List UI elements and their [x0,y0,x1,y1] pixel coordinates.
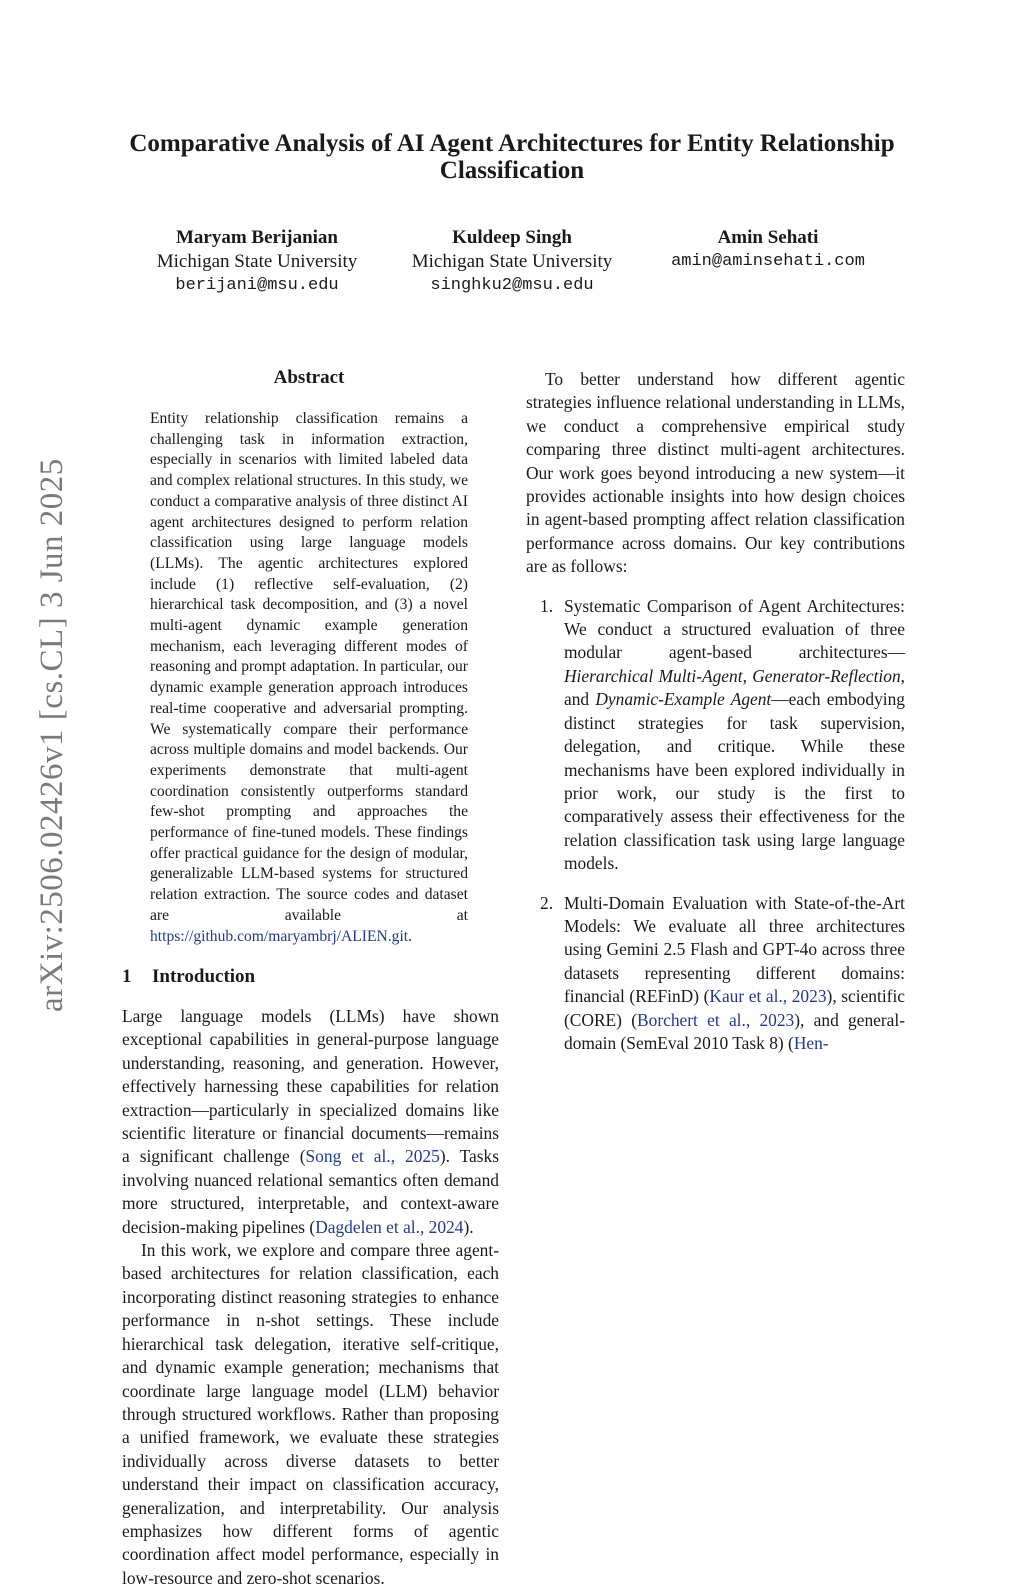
citation-kaur[interactable]: Kaur et al., 2023 [709,986,827,1007]
abstract-body [150,409,468,947]
citation-song[interactable]: Song et al., 2025 [305,1146,440,1167]
author-name: Amin Sehati [717,227,819,248]
section-title: Introduction [152,966,256,987]
author-email: berijani@msu.edu [175,276,339,295]
abstract-period: . [408,927,413,945]
item-text: ), scientific (CORE) ( [564,986,906,1030]
item-number: 2. [540,892,554,913]
section-number: 1 [122,966,132,987]
arxiv-identifier: arXiv:2506.02426v1 [cs.CL] 3 Jun 2025 [34,458,70,1012]
author-affiliation: Michigan State University [156,251,358,272]
left-column [122,1005,499,1590]
architecture-name: Generator-Reflection [752,665,901,686]
item-text: , [742,665,753,686]
author-2 [382,226,642,298]
author-email: singhku2@msu.edu [430,276,594,295]
citation-dagdelen[interactable]: Dagdelen et al., 2024 [315,1216,464,1237]
paper-title: Comparative Analysis of AI Agent Architectures for Entity Relationship Classification [129,130,895,184]
author-1 [127,226,387,298]
code-link[interactable]: https://github.com/maryambrj/ALIEN.git [150,927,409,945]
intro-text: ). [463,1216,474,1237]
author-email: amin@aminsehati.com [671,252,865,271]
item-text: Multi-Domain Evaluation with State-of-the-Art Models: We evaluate all three architectures using Gemini 2.5 Flash and GPT-4o across three datasets representing different domains: financial (REFinD) ( [564,892,905,1007]
item-text: ), and general-domain (SemEval 2010 Task 8) ( [564,1009,906,1053]
item-text: Systematic Comparison of Agent Architectures: We conduct a structured evaluation of three modular agent-based architectures— [564,595,905,663]
architecture-name: Dynamic-Example Agent [595,689,772,710]
contribution-list [526,595,905,1056]
author-name: Maryam Berijanian [175,227,338,248]
author-affiliation: Michigan State University [411,251,613,272]
citation-borchert[interactable]: Borchert et al., 2023 [637,1009,795,1030]
item-text: , and [564,665,905,710]
intro-paragraph-1 [122,1005,499,1239]
author-3 [638,226,898,274]
section-heading [122,966,255,988]
intro-paragraph-2: In this work, we explore and compare three agent-based architectures for relation classification, each incorporating distinct reasoning strategies to enhance performance in n-shot settings. These include hierarchical task delegation, iterative self-critique, and dynamic example generation; mechanisms that coordinate large language model (LLM) behavior through structured workflows. Rather than proposing a unified framework, we evaluate these strategies individually across diverse datasets to better understand their impact on classification accuracy, generalization, and interpretability. Our analysis emphasizes how different forms of agentic coordination affect model performance, especially in low-resource and zero-shot scenarios. [122,1240,499,1588]
abstract-heading: Abstract [273,367,345,388]
right-column [526,368,905,1073]
item-number: 1. [540,595,554,616]
author-name: Kuldeep Singh [452,227,572,248]
intro-text: Large language models (LLMs) have shown exceptional capabilities in general-purpose language understanding, reasoning, and generation. However, effectively harnessing these capabilities for relation extraction—particularly in specialized domains like scientific literature or financial documents—remains a significant challenge ( [122,1006,499,1167]
abstract-text: Entity relationship classification remains a challenging task in information extraction, especially in scenarios with limited labeled data and complex relational structures. In this study, we conduct a comparative analysis of three distinct AI agent architectures designed to perform relation classification using large language models (LLMs). The agentic architectures explored include (1) reflective self-evaluation, (2) hierarchical task decomposition, and (3) a novel multi-agent dynamic example generation mechanism, each leveraging different modes of reasoning and prompt adaptation. In particular, our dynamic example generation approach introduces real-time cooperative and adversarial prompting. We systematically compare their performance across multiple domains and model backends. Our experiments demonstrate that multi-agent coordination consistently outperforms standard few-shot prompting and approaches the performance of fine-tuned models. These findings offer practical guidance for the design of modular, generalizable LLM-based systems for structured relation extraction. The source codes and dataset are available at [150,410,468,924]
intro-paragraph-3: To better understand how different agentic strategies influence relational understanding in LLMs, we conduct a comprehensive empirical study comparing three distinct multi-agent architectures. Our work goes beyond introducing a new system—it provides actionable insights into how design choices in agent-based prompting affect relation classification performance across domains. Our key contributions are as follows: [526,369,905,577]
contribution-item [526,595,905,876]
intro-text: ). Tasks involving nuanced relational semantics often demand more structured, interpretable, and context-aware decision-making pipelines ( [122,1146,499,1237]
contribution-item [526,892,905,1056]
citation-hendrickx[interactable]: Hen- [793,1032,829,1053]
item-text: —each embodying distinct strategies for task supervision, delegation, and critique. While these mechanisms have been explored individually in prior work, our study is the first to comparatively assess their effectiveness for the relation classification task using large language models. [564,689,905,874]
architecture-name: Hierarchical Multi-Agent [564,665,743,686]
